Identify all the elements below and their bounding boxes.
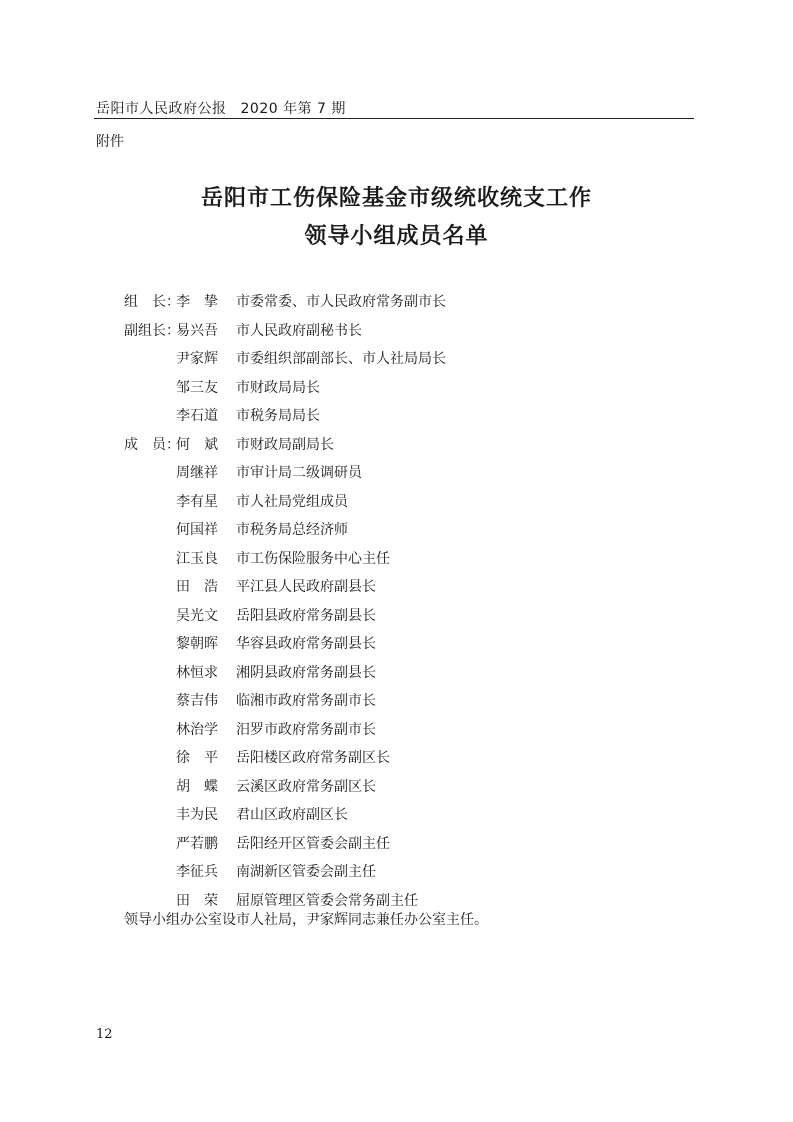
roster-name: 黎朝晖 bbox=[176, 636, 218, 652]
roster-row bbox=[124, 773, 684, 802]
publication-name: 岳阳市人民政府公报 bbox=[96, 101, 227, 117]
roster-row bbox=[124, 488, 684, 517]
roster-position: 汨罗市政府常务副市长 bbox=[236, 721, 376, 738]
roster-name: 何国祥 bbox=[176, 522, 218, 538]
roster-position: 南湖新区管委会副主任 bbox=[236, 864, 376, 880]
roster-row bbox=[124, 687, 684, 716]
roster-position: 岳阳楼区政府常务副区长 bbox=[236, 750, 390, 766]
roster-row bbox=[124, 630, 684, 659]
roster-position: 市税务局总经济师 bbox=[236, 522, 348, 538]
roster-name: 林恒求 bbox=[176, 664, 218, 681]
document-title-line-2: 领导小组成员名单 bbox=[304, 223, 489, 249]
roster-role: 组 长： bbox=[124, 294, 180, 310]
roster-name: 李征兵 bbox=[176, 864, 218, 880]
roster-name: 邹三友 bbox=[176, 379, 218, 396]
roster-name: 周继祥 bbox=[176, 465, 218, 481]
roster-position: 君山区政府副区长 bbox=[236, 807, 348, 823]
roster-name: 尹家辉 bbox=[176, 351, 218, 367]
roster-position: 市税务局局长 bbox=[236, 408, 320, 424]
roster-name: 田 荣 bbox=[176, 892, 218, 909]
roster-row bbox=[124, 744, 684, 773]
roster-name: 丰为民 bbox=[176, 807, 218, 823]
roster-row bbox=[124, 516, 684, 545]
roster-row bbox=[124, 374, 684, 403]
roster-row bbox=[124, 345, 684, 374]
roster-role: 副组长： bbox=[124, 322, 180, 339]
roster-name: 林治学 bbox=[176, 721, 218, 738]
roster-name: 田 浩 bbox=[176, 579, 218, 595]
roster-position: 云溪区政府常务副区长 bbox=[236, 778, 376, 795]
roster-row bbox=[124, 716, 684, 745]
roster-row bbox=[124, 573, 684, 602]
roster-name: 严若鹏 bbox=[176, 835, 218, 852]
roster-name: 吴光文 bbox=[176, 607, 218, 624]
office-note: 领导小组办公室设市人社局，尹家辉同志兼任办公室主任。 bbox=[124, 912, 488, 928]
roster-position: 市财政局局长 bbox=[236, 379, 320, 396]
roster-name: 胡 蝶 bbox=[176, 778, 218, 795]
roster-row bbox=[124, 317, 684, 346]
roster-row bbox=[124, 801, 684, 830]
roster-position: 临湘市政府常务副市长 bbox=[236, 693, 376, 709]
roster-row bbox=[124, 602, 684, 631]
roster-row bbox=[124, 459, 684, 488]
annex-label: 附件 bbox=[96, 134, 124, 150]
header-divider bbox=[94, 118, 694, 119]
issue-number: 2020 年第 7 期 bbox=[240, 101, 346, 117]
roster-position: 市委常委、市人民政府常务副市长 bbox=[236, 294, 446, 310]
roster-row bbox=[124, 659, 684, 688]
roster-row bbox=[124, 431, 684, 460]
roster-name: 蔡吉伟 bbox=[176, 693, 218, 709]
roster-position: 屈原管理区管委会常务副主任 bbox=[236, 892, 418, 909]
page-header bbox=[96, 98, 346, 118]
roster-name: 李 挚 bbox=[176, 294, 218, 310]
roster-role: 成 员： bbox=[124, 436, 180, 453]
roster-name: 李有星 bbox=[176, 493, 218, 510]
roster-position: 平江县人民政府副县长 bbox=[236, 579, 376, 595]
roster-name: 何 斌 bbox=[176, 436, 218, 453]
roster-row bbox=[124, 402, 684, 431]
roster-name: 徐 平 bbox=[176, 750, 218, 766]
roster-name: 江玉良 bbox=[176, 550, 218, 567]
page-number: 12 bbox=[96, 1027, 113, 1042]
roster-row bbox=[124, 830, 684, 859]
roster-name: 李石道 bbox=[176, 408, 218, 424]
member-roster bbox=[124, 288, 684, 915]
roster-name: 易兴吾 bbox=[176, 322, 218, 339]
roster-position: 市财政局副局长 bbox=[236, 436, 334, 453]
roster-row bbox=[124, 288, 684, 317]
roster-position: 湘阴县政府常务副县长 bbox=[236, 664, 376, 681]
roster-position: 市人社局党组成员 bbox=[236, 493, 348, 510]
roster-row bbox=[124, 858, 684, 887]
roster-position: 华容县政府常务副县长 bbox=[236, 636, 376, 652]
roster-position: 市工伤保险服务中心主任 bbox=[236, 550, 390, 567]
roster-position: 市委组织部副部长、市人社局局长 bbox=[236, 351, 446, 367]
roster-position: 岳阳县政府常务副县长 bbox=[236, 607, 376, 624]
roster-position: 市人民政府副秘书长 bbox=[236, 322, 362, 339]
roster-position: 岳阳经开区管委会副主任 bbox=[236, 835, 390, 852]
roster-row bbox=[124, 545, 684, 574]
roster-position: 市审计局二级调研员 bbox=[236, 465, 362, 481]
document-title-line-1: 岳阳市工伤保险基金市级统收统支工作 bbox=[200, 185, 592, 211]
